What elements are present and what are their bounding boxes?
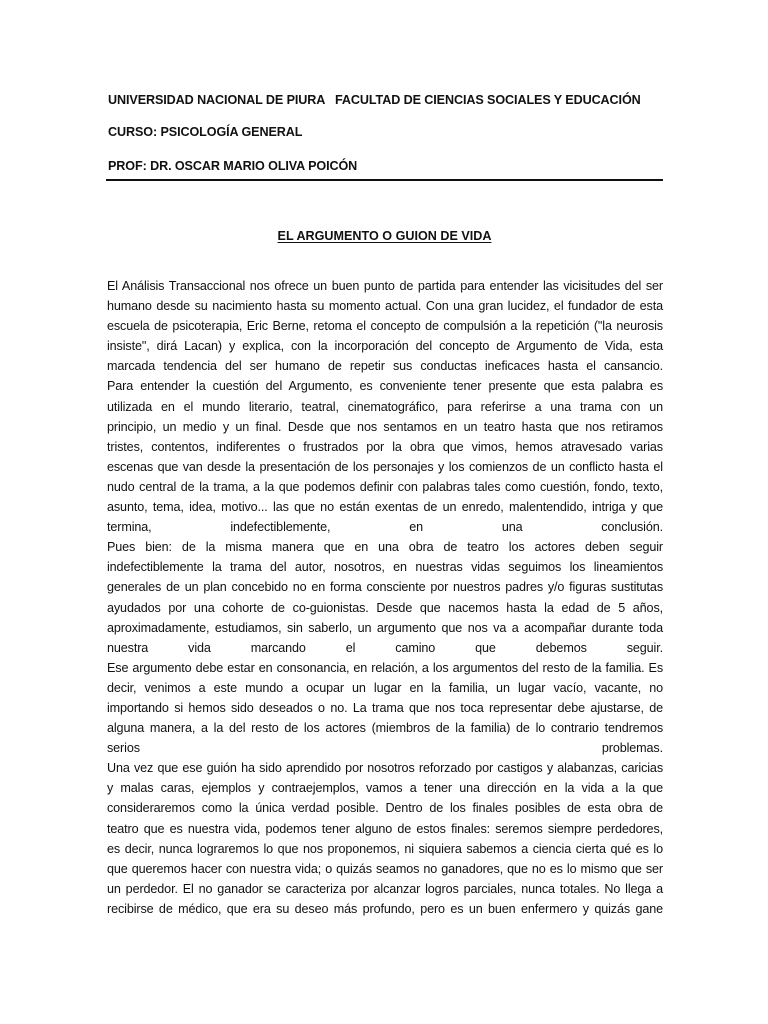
document-body xyxy=(107,276,663,919)
body-line: nudo central de la trama, a la que podemos definir con palabras tales como cuestión, fondo, texto, xyxy=(107,479,663,494)
body-line: Ese argumento debe estar en consonancia, en relación, a los argumentos del resto de la familia. Es xyxy=(107,660,663,675)
body-line: serios problemas. xyxy=(107,741,663,756)
body-line: teatro que es nuestra vida, podemos tener alguno de estos finales: seremos siempre perdedores, xyxy=(107,821,663,836)
header-university-line xyxy=(108,93,668,107)
body-line: importando si hemos sido deseados o no. La trama que nos toca representar debe ajustarse, de xyxy=(107,700,663,715)
body-line: Una vez que ese guión ha sido aprendido por nosotros reforzado por castigos y alabanzas, caricias xyxy=(107,761,663,776)
body-line: escuela de psicoterapia, Eric Berne, retoma el concepto de compulsión a la repetición ("la neurosis xyxy=(107,319,663,334)
body-line: humano desde su nacimiento hasta su momento actual. Con una gran lucidez, el fundador de esta xyxy=(107,299,663,314)
body-line: indefectiblemente la trama del autor, nosotros, en nuestras vidas seguimos los lineamientos xyxy=(107,560,663,575)
body-line: escenas que van desde la presentación de los personajes y los comienzos de un conflicto hasta el xyxy=(107,459,663,474)
faculty-name: FACULTAD DE CIENCIAS SOCIALES Y EDUCACIÓN xyxy=(335,93,641,107)
document-title xyxy=(106,229,663,243)
header-divider xyxy=(106,179,663,181)
body-line: asunto, tema, idea, motivo... las que no están exentas de un enredo, malentendido, intriga y que xyxy=(107,500,663,515)
body-line: generales de un plan concebido no en forma consciente por nuestros padres y/o figuras sustitutas xyxy=(107,580,663,595)
body-line: Pues bien: de la misma manera que en una obra de teatro los actores deben seguir xyxy=(107,540,663,555)
document-title-text: EL ARGUMENTO O GUION DE VIDA xyxy=(277,229,492,243)
professor-line: PROF: DR. OSCAR MARIO OLIVA POICÓN xyxy=(108,159,358,173)
body-line: El Análisis Transaccional nos ofrece un buen punto de partida para entender las vicisitudes del ser xyxy=(107,279,663,293)
body-line: consideraremos como la única verdad posible. Dentro de los finales posibles de esta obra de xyxy=(107,801,663,816)
body-line: insiste", dirá Lacan) y explica, con la incorporación del concepto de Argumento de Vida, esta xyxy=(107,339,663,354)
course-line: CURSO: PSICOLOGÍA GENERAL xyxy=(108,125,303,139)
body-line: nuestra vida marcando el camino que debemos seguir. xyxy=(107,640,663,655)
university-name: UNIVERSIDAD NACIONAL DE PIURA xyxy=(108,93,326,107)
body-line: un perdedor. El no ganador se caracteriza por alcanzar logros parciales, nunca totales. No llega a xyxy=(107,881,663,896)
body-line: recibirse de médico, que era su deseo más profundo, pero es un buen enfermero y quizás gane xyxy=(107,901,663,916)
body-line: termina, indefectiblemente, en una conclusión. xyxy=(107,520,663,535)
body-line: tristes, contentos, indiferentes o frustrados por la obra que vimos, hemos atravesado varias xyxy=(107,439,663,454)
body-line: y malas caras, ejemplos y contraejemplos, vamos a tener una dirección en la vida a la que xyxy=(107,781,663,796)
body-line: Para entender la cuestión del Argumento, es conveniente tener presente que esta palabra es xyxy=(107,379,663,394)
body-line: alguna manera, a la del resto de los actores (miembros de la familia) de lo contrario tendremos xyxy=(107,721,663,736)
body-line: que queremos hacer con nuestra vida; o quizás seamos no ganadores, que no es lo mismo que ser xyxy=(107,861,663,876)
body-line: marcada tendencia del ser humano de repetir sus conductas ineficaces hasta el cansancio. xyxy=(107,359,663,374)
body-line: aproximadamente, estudiamos, sin saberlo, un argumento que nos va a acompañar durante toda xyxy=(107,620,663,635)
body-line: principio, un medio y un final. Desde que nos sentamos en un teatro hasta que nos retiramos xyxy=(107,419,663,434)
body-line: es decir, nunca lograremos lo que nos proponemos, ni siquiera sabemos a ciencia cierta qué es lo xyxy=(107,841,663,856)
body-line: decir, venimos a este mundo a ocupar un lugar en la familia, un lugar vacío, vacante, no xyxy=(107,680,663,695)
body-line: ayudados por una cohorte de co-guionistas. Desde que nacemos hasta la edad de 5 años, xyxy=(107,600,663,615)
body-line: utilizada en el mundo literario, teatral, cinematográfico, para referirse a una trama con un xyxy=(107,399,663,414)
